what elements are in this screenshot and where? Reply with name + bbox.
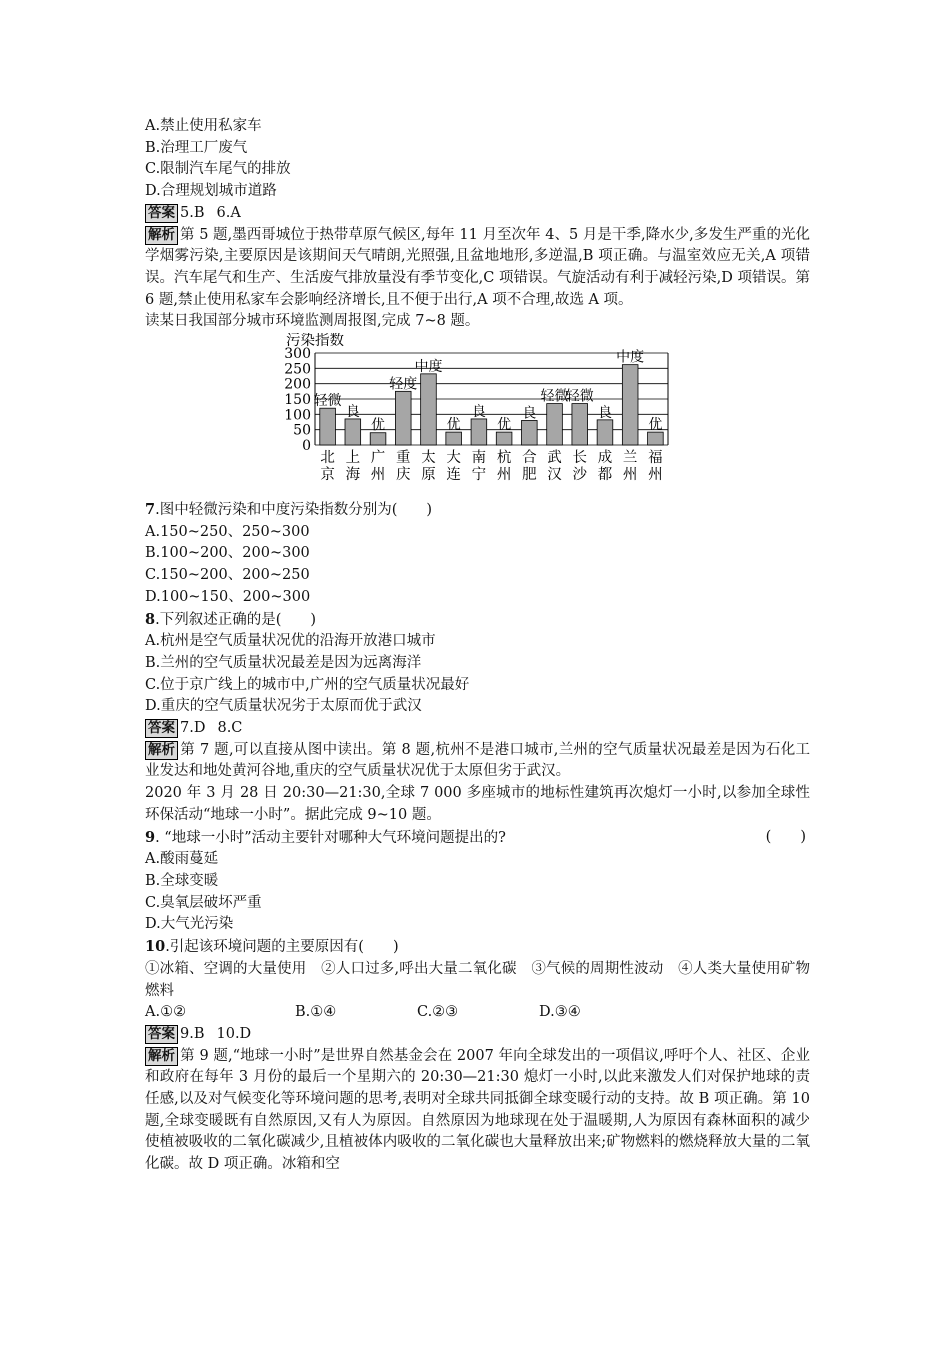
q7-number: 7 [145,501,156,519]
answer-10: 10.D [216,1025,252,1042]
question-8 [145,609,810,632]
q7-option-b: B.100~200、200~300 [145,545,310,562]
x-tick-label: 都 [597,467,613,484]
q6-option-d: D.合理规划城市道路 [145,183,277,200]
x-tick-label: 兰 [622,450,638,467]
q10-stem: .引起该环境问题的主要原因有( ) [165,939,399,956]
answer-tag: 答案 [145,719,178,738]
x-tick-label: 大 [446,450,461,467]
analysis-7-8 [145,740,810,783]
q8-option-b: B.兰州的空气质量状况最差是因为远离海洋 [145,654,422,671]
q9-option-c: C.臭氧层破坏严重 [145,894,262,911]
bar [370,433,386,445]
x-tick-label: 州 [370,467,386,484]
bar-quality-label: 良 [345,403,360,420]
intro-7-8: 读某日我国部分城市环境监测周报图,完成 7~8 题。 [145,313,480,330]
answer-7-8 [145,718,810,740]
analysis-9-10 [145,1046,810,1176]
x-tick-label: 沙 [572,467,587,484]
analysis-7-8-text: 第 7 题,可以直接从图中读出。第 8 题,杭州不是港口城市,兰州的空气质量状况最差是因为石化工业发达和地处黄河谷地,重庆的空气质量状况优于太原但劣于武汉。 [145,741,810,780]
q6-option-c: C.限制汽车尾气的排放 [145,161,291,178]
x-tick-label: 汉 [547,467,562,484]
x-tick-label: 连 [446,467,461,484]
x-tick-label: 武 [547,450,562,467]
bar [345,419,361,445]
x-tick-label: 京 [320,467,335,484]
q9-option-a: A.酸雨蔓延 [145,851,219,868]
bar-quality-label: 轻微 [540,388,569,405]
answer-9-10 [145,1024,810,1046]
q7-option-a: A.150~250、250~300 [145,523,310,540]
q7-option-d: D.100~150、200~300 [145,588,311,605]
bar [421,374,437,445]
y-axis-label: 污染指数 [286,333,344,350]
q9-answer-paren: ( ) [765,828,806,845]
pollution-index-chart [145,333,810,499]
bar [522,420,538,445]
bar-quality-label: 优 [446,417,461,434]
q10-options [145,1002,810,1024]
y-tick-label: 50 [293,422,311,439]
x-tick-label: 肥 [522,467,537,484]
question-7 [145,499,810,522]
answer-9: 9.B [180,1025,205,1042]
question-9 [145,827,810,850]
x-tick-label: 杭 [496,450,512,467]
x-tick-label: 庆 [396,467,411,484]
analysis-9-10-text: 第 9 题,“地球一小时”是世界自然基金会在 2007 年向全球发出的一项倡议,呼吁个人、社区、企业和政府在每年 3 月份的最后一个星期六的 20:30—21:30 熄灯一小时,以此来激发人们对保护地球的责任感,以及对气候变化等环境问题的思考,表明对全球共同抵御全球变暖行动的支持。故 B 项正确。第 10 题,全球变暖既有自然原因,又有人为原因。自然原因为地球现在处于温暖期,人为原因有森林面积的减少使植被吸收的二氧化碳减少,且植被体内吸收的二氧化碳也大量释放出来;矿物燃料的燃烧释放大量的二氧化碳。故 D 项正确。冰箱和空 [145,1047,810,1173]
analysis-5-6 [145,225,810,312]
q10-option-d: D.③④ [539,1004,581,1021]
bar-quality-label: 良 [471,403,486,420]
document-page [145,116,810,1176]
y-tick-label: 0 [302,438,311,455]
bar-quality-label: 优 [371,417,386,434]
pollution-chart-svg [145,333,810,499]
x-tick-label: 北 [320,450,335,467]
answer-5: 5.B [180,204,205,221]
q6-option-b: B.治理工厂废气 [145,139,248,156]
bar-quality-label: 良 [522,405,537,422]
q8-option-a: A.杭州是空气质量状况优的沿海开放港口城市 [145,633,436,650]
q8-number: 8 [145,610,156,628]
x-tick-label: 合 [522,450,537,467]
x-tick-label: 宁 [471,467,487,484]
q8-stem: .下列叙述正确的是( ) [155,611,317,628]
bar-quality-label: 中度 [414,358,443,375]
bar-quality-label: 轻微 [313,393,342,410]
x-tick-label: 长 [572,450,587,467]
answer-tag: 答案 [145,204,178,223]
bar-quality-label: 优 [648,417,663,434]
q10-option-a: A.①② [145,1004,187,1021]
analysis-tag: 解析 [145,1047,178,1066]
bar-quality-label: 优 [497,417,512,434]
bar-quality-label: 轻微 [565,388,594,405]
bar [572,404,588,445]
answer-7: 7.D [180,720,206,737]
answer-6: 6.A [216,204,241,221]
q9-stem: . “地球一小时”活动主要针对哪种大气环境问题提出的? [155,829,506,846]
bar [597,420,613,445]
answer-5-6 [145,203,810,225]
q7-stem: .图中轻微污染和中度污染指数分别为( ) [155,502,433,519]
x-tick-label: 州 [496,467,512,484]
bar [471,419,487,445]
x-tick-label: 州 [648,467,663,484]
bar [395,391,411,445]
y-tick-label: 200 [284,376,311,393]
bar-quality-label: 中度 [616,349,645,366]
bar [320,408,336,445]
analysis-5-6-text: 第 5 题,墨西哥城位于热带草原气候区,每年 11 月至次年 4、5 月是干季,降水少,多发生严重的光化学烟雾污染,主要原因是该期间天气晴朗,光照强,且盆地地形,多逆温,B 项正确。与温室效应无关,A 项错误。汽车尾气和生产、生活废气排放量没有季节变化,C 项错误。气旋活动有利于减轻污染,D 项错误。第 6 题,禁止使用私家车会影响经济增长,且不便于出行,A 项不合理,故选 A 项。 [145,226,810,308]
answer-tag: 答案 [145,1025,178,1044]
answer-8: 8.C [217,720,243,737]
analysis-tag: 解析 [145,226,178,245]
q8-option-c: C.位于京广线上的城市中,广州的空气质量状况最好 [145,676,470,693]
x-tick-label: 海 [345,467,361,484]
q10-option-b: B.①④ [295,1004,337,1021]
y-tick-label: 150 [284,392,311,409]
q9-option-d: D.大气光污染 [145,916,234,933]
question-10 [145,936,810,959]
bar [622,365,638,445]
y-tick-label: 300 [284,346,311,363]
x-tick-label: 广 [370,450,386,467]
q10-statements: ①冰箱、空调的大量使用 ②人口过多,呼出大量二氧化碳 ③气候的周期性波动 ④人类大量使用矿物燃料 [145,960,810,999]
bar-quality-label: 良 [597,404,612,421]
x-tick-label: 南 [471,450,487,467]
y-tick-label: 100 [284,407,311,424]
q10-option-c: C.②③ [417,1004,459,1021]
bar [547,404,563,445]
q9-number: 9 [145,828,156,846]
intro-9-10: 2020 年 3 月 28 日 20:30—21:30,全球 7 000 多座城市的地标性建筑再次熄灯一小时,以参加全球性环保活动“地球一小时”。据此完成 9~10 题。 [145,785,810,823]
x-tick-label: 福 [648,450,663,467]
q6-option-a: A.禁止使用私家车 [145,118,262,134]
y-tick-label: 250 [284,361,311,378]
bar [496,432,512,445]
x-tick-label: 州 [622,467,638,484]
x-tick-label: 成 [597,450,613,467]
q7-option-c: C.150~200、200~250 [145,567,310,584]
x-tick-label: 上 [345,450,361,467]
bar [648,432,664,445]
q8-option-d: D.重庆的空气质量状况劣于太原而优于武汉 [145,698,422,715]
q10-number: 10 [145,938,166,956]
bar-quality-label: 轻度 [389,376,418,393]
q9-option-b: B.全球变暖 [145,872,219,889]
x-tick-label: 重 [396,450,411,467]
x-tick-label: 太 [421,450,436,467]
x-tick-label: 原 [421,467,436,484]
analysis-tag: 解析 [145,741,178,760]
bar [446,432,462,445]
